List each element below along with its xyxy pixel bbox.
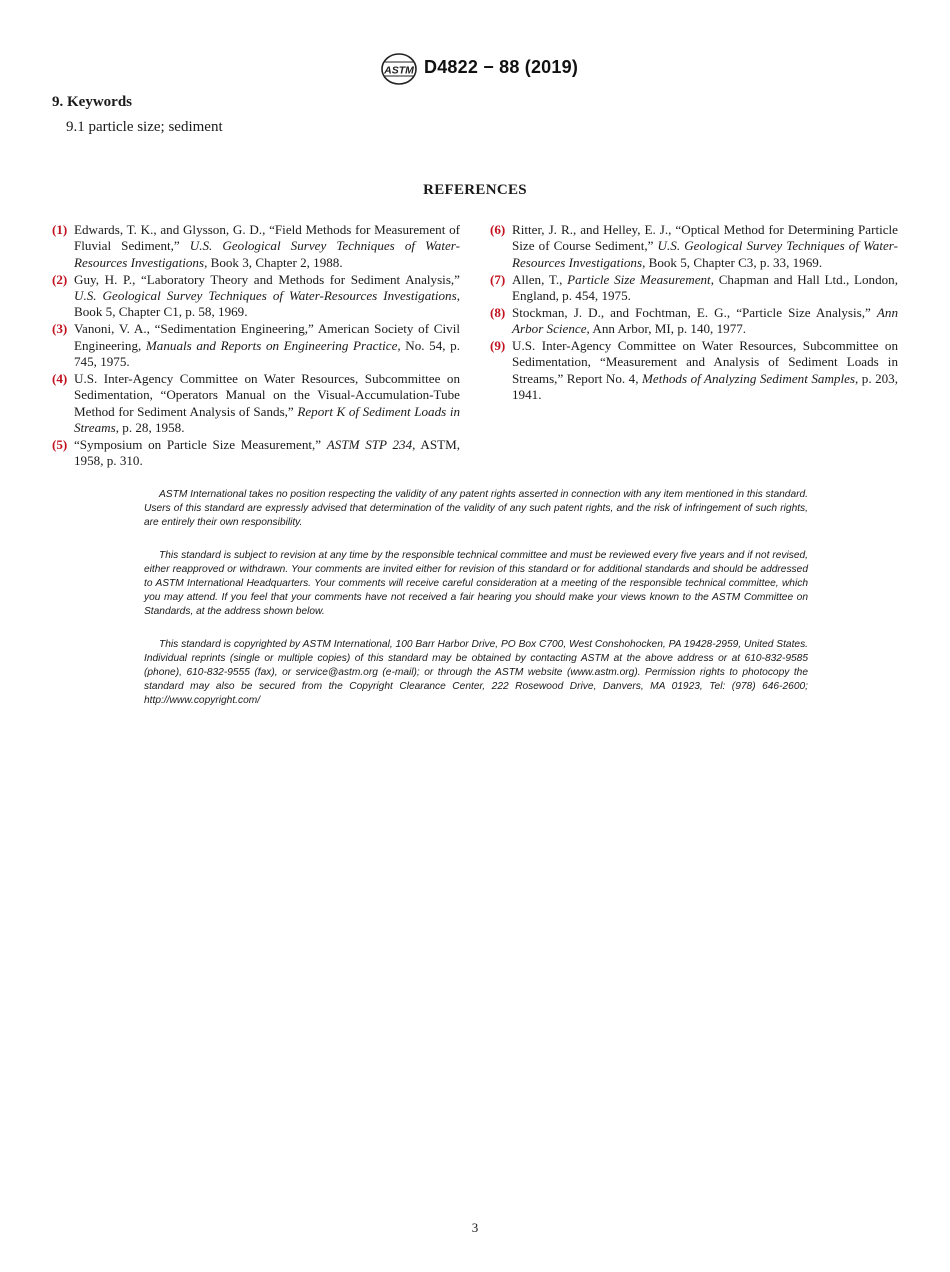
reference-item [490, 305, 898, 338]
reference-item [52, 272, 460, 321]
reference-text-segment: “Symposium on Particle Size Measurement,” [74, 436, 327, 452]
reference-number[interactable]: (2) [52, 271, 68, 287]
reference-italic-title: Manuals and Reports on Engineering Practice [145, 337, 398, 353]
reference-text-segment: Allen, T., [512, 271, 568, 287]
reference-text-segment: Guy, H. P., “Laboratory Theory and Methods for Sediment Analysis,” [74, 271, 460, 287]
patent-notice [144, 488, 808, 530]
reference-number[interactable]: (4) [52, 370, 68, 386]
reference-text [74, 437, 460, 468]
reference-item [52, 321, 460, 370]
reference-italic-title: ASTM STP 234 [326, 436, 413, 452]
revision-notice [144, 549, 808, 619]
reference-text-segment: U.S. Inter-Agency Committee on Water Resources, Subcommittee on Sedimentation, “Operators Manual on the Visual-Accumulation-Tube Method for Sediment Analysis of Sands,” [74, 370, 460, 419]
reference-text [512, 272, 898, 303]
reference-italic-title: U.S. Geological Survey Techniques of Water-Resources Investigations [74, 238, 460, 270]
astm-logo-icon [380, 52, 418, 86]
reference-text-segment: , Ann Arbor, MI, p. 140, 1977. [586, 321, 747, 337]
reference-text-segment: , p. 28, 1958. [115, 420, 185, 436]
reference-text-segment: , Chapman and Hall Ltd., London, England, p. 454, 1975. [512, 271, 898, 304]
reference-number[interactable]: (5) [52, 436, 68, 452]
revision-notice-text: This standard is subject to revision at any time by the responsible technical committee and must be reviewed every five years and if not revised, either reapproved or withdrawn. Your comments are invited either for revision of this standard or for additional standards and should be addressed to ASTM International Headquarters. Your comments will receive careful consideration at a meeting of the responsible technical committee, which you may attend. If you feel that your comments have not received a fair hearing you should make your views known to the ASTM Committee on Standards, at the address shown below. [144, 550, 808, 617]
page-number: 3 [471, 1220, 479, 1235]
reference-text [74, 371, 460, 435]
reference-text-segment: Edwards, T. K., and Glysson, G. D., “Field Methods for Measurement of Fluvial Sediment,” [74, 222, 460, 254]
reference-item [490, 272, 898, 305]
reference-item [52, 371, 460, 437]
reference-italic-title: Particle Size Measurement [567, 271, 711, 287]
reference-number[interactable]: (3) [52, 321, 68, 337]
reference-italic-title: Report K of Sediment Loads in Streams [74, 403, 461, 436]
standard-designation: D4822 − 88 (2019) [424, 57, 579, 77]
reference-text-segment: , Book 5, Chapter C3, p. 33, 1969. [642, 254, 823, 270]
reference-text-segment: Ritter, J. R., and Helley, E. J., “Optical Method for Determining Particle Size of Course Sediment,” [512, 222, 898, 254]
references-right-column [490, 222, 898, 404]
reference-text [512, 305, 898, 336]
reference-number[interactable]: (6) [490, 222, 506, 237]
references-left-column [52, 222, 460, 470]
reference-number[interactable]: (1) [52, 222, 68, 237]
keywords-text: 9.1 particle size; sediment [66, 119, 223, 135]
svg-text:ASTM: ASTM [384, 64, 414, 77]
copyright-notice-text: This standard is copyrighted by ASTM International, 100 Barr Harbor Drive, PO Box C700, West Conshohocken, PA 19428-2959, United States. Individual reprints (single or multiple copies) of this standard may be obtained by contacting ASTM at the above address or at 610-832-9585 (phone), 610-832-9555 (fax), or service@astm.org (e-mail); or through the ASTM website (www.astm.org). Permission rights to photocopy the standard may also be secured from the Copyright Clearance Center, 222 Rosewood Drive, Danvers, MA 01923, Tel: (978) 646-2600; http://www.copyright.com/ [144, 639, 808, 706]
reference-text [74, 272, 460, 320]
reference-item [52, 222, 460, 271]
keywords-heading: 9. Keywords [52, 94, 132, 110]
reference-text [74, 321, 460, 369]
reference-text [512, 338, 898, 402]
reference-number[interactable]: (7) [490, 271, 506, 287]
reference-text-segment: , Book 3, Chapter 2, 1988. [204, 254, 343, 270]
reference-text-segment: , Book 5, Chapter C1, p. 58, 1969. [74, 288, 460, 320]
reference-item [490, 222, 898, 271]
reference-text-segment: , p. 203, 1941. [512, 370, 898, 403]
reference-text [512, 222, 898, 270]
reference-italic-title: Methods of Analyzing Sediment Samples [641, 370, 855, 386]
patent-notice-text: ASTM International takes no position respecting the validity of any patent rights asserted in connection with any item mentioned in this standard. Users of this standard are expressly advised that determination of the validity of any such patent rights, and the risk of infringement of such rights, are entirely their own responsibility. [144, 489, 808, 528]
reference-text [74, 222, 460, 270]
reference-number[interactable]: (9) [490, 338, 506, 354]
reference-text-segment: , No. 54, p. 745, 1975. [74, 337, 460, 370]
reference-item [52, 437, 460, 470]
copyright-notice [144, 638, 808, 708]
reference-item [490, 338, 898, 404]
reference-text-segment: Vanoni, V. A., “Sedimentation Engineering,” American Society of Civil Engineering, [74, 321, 460, 353]
reference-text-segment: , ASTM, 1958, p. 310. [74, 436, 461, 469]
page-header [0, 52, 950, 86]
reference-number[interactable]: (8) [490, 304, 506, 320]
reference-italic-title: U.S. Geological Survey Techniques of Water-Resources Investigations [74, 288, 457, 304]
references-title: REFERENCES [423, 182, 527, 198]
reference-text-segment: Stockman, J. D., and Fochtman, E. G., “Particle Size Analysis,” [512, 304, 877, 320]
reference-italic-title: U.S. Geological Survey Techniques of Water-Resources Investigations [512, 238, 898, 270]
reference-italic-title: Ann Arbor Science [512, 304, 898, 337]
reference-text-segment: U.S. Inter-Agency Committee on Water Resources, Subcommittee on Sedimentation, “Measurement and Analysis of Sediment Loads in Streams,” Report No. 4, [512, 338, 898, 386]
